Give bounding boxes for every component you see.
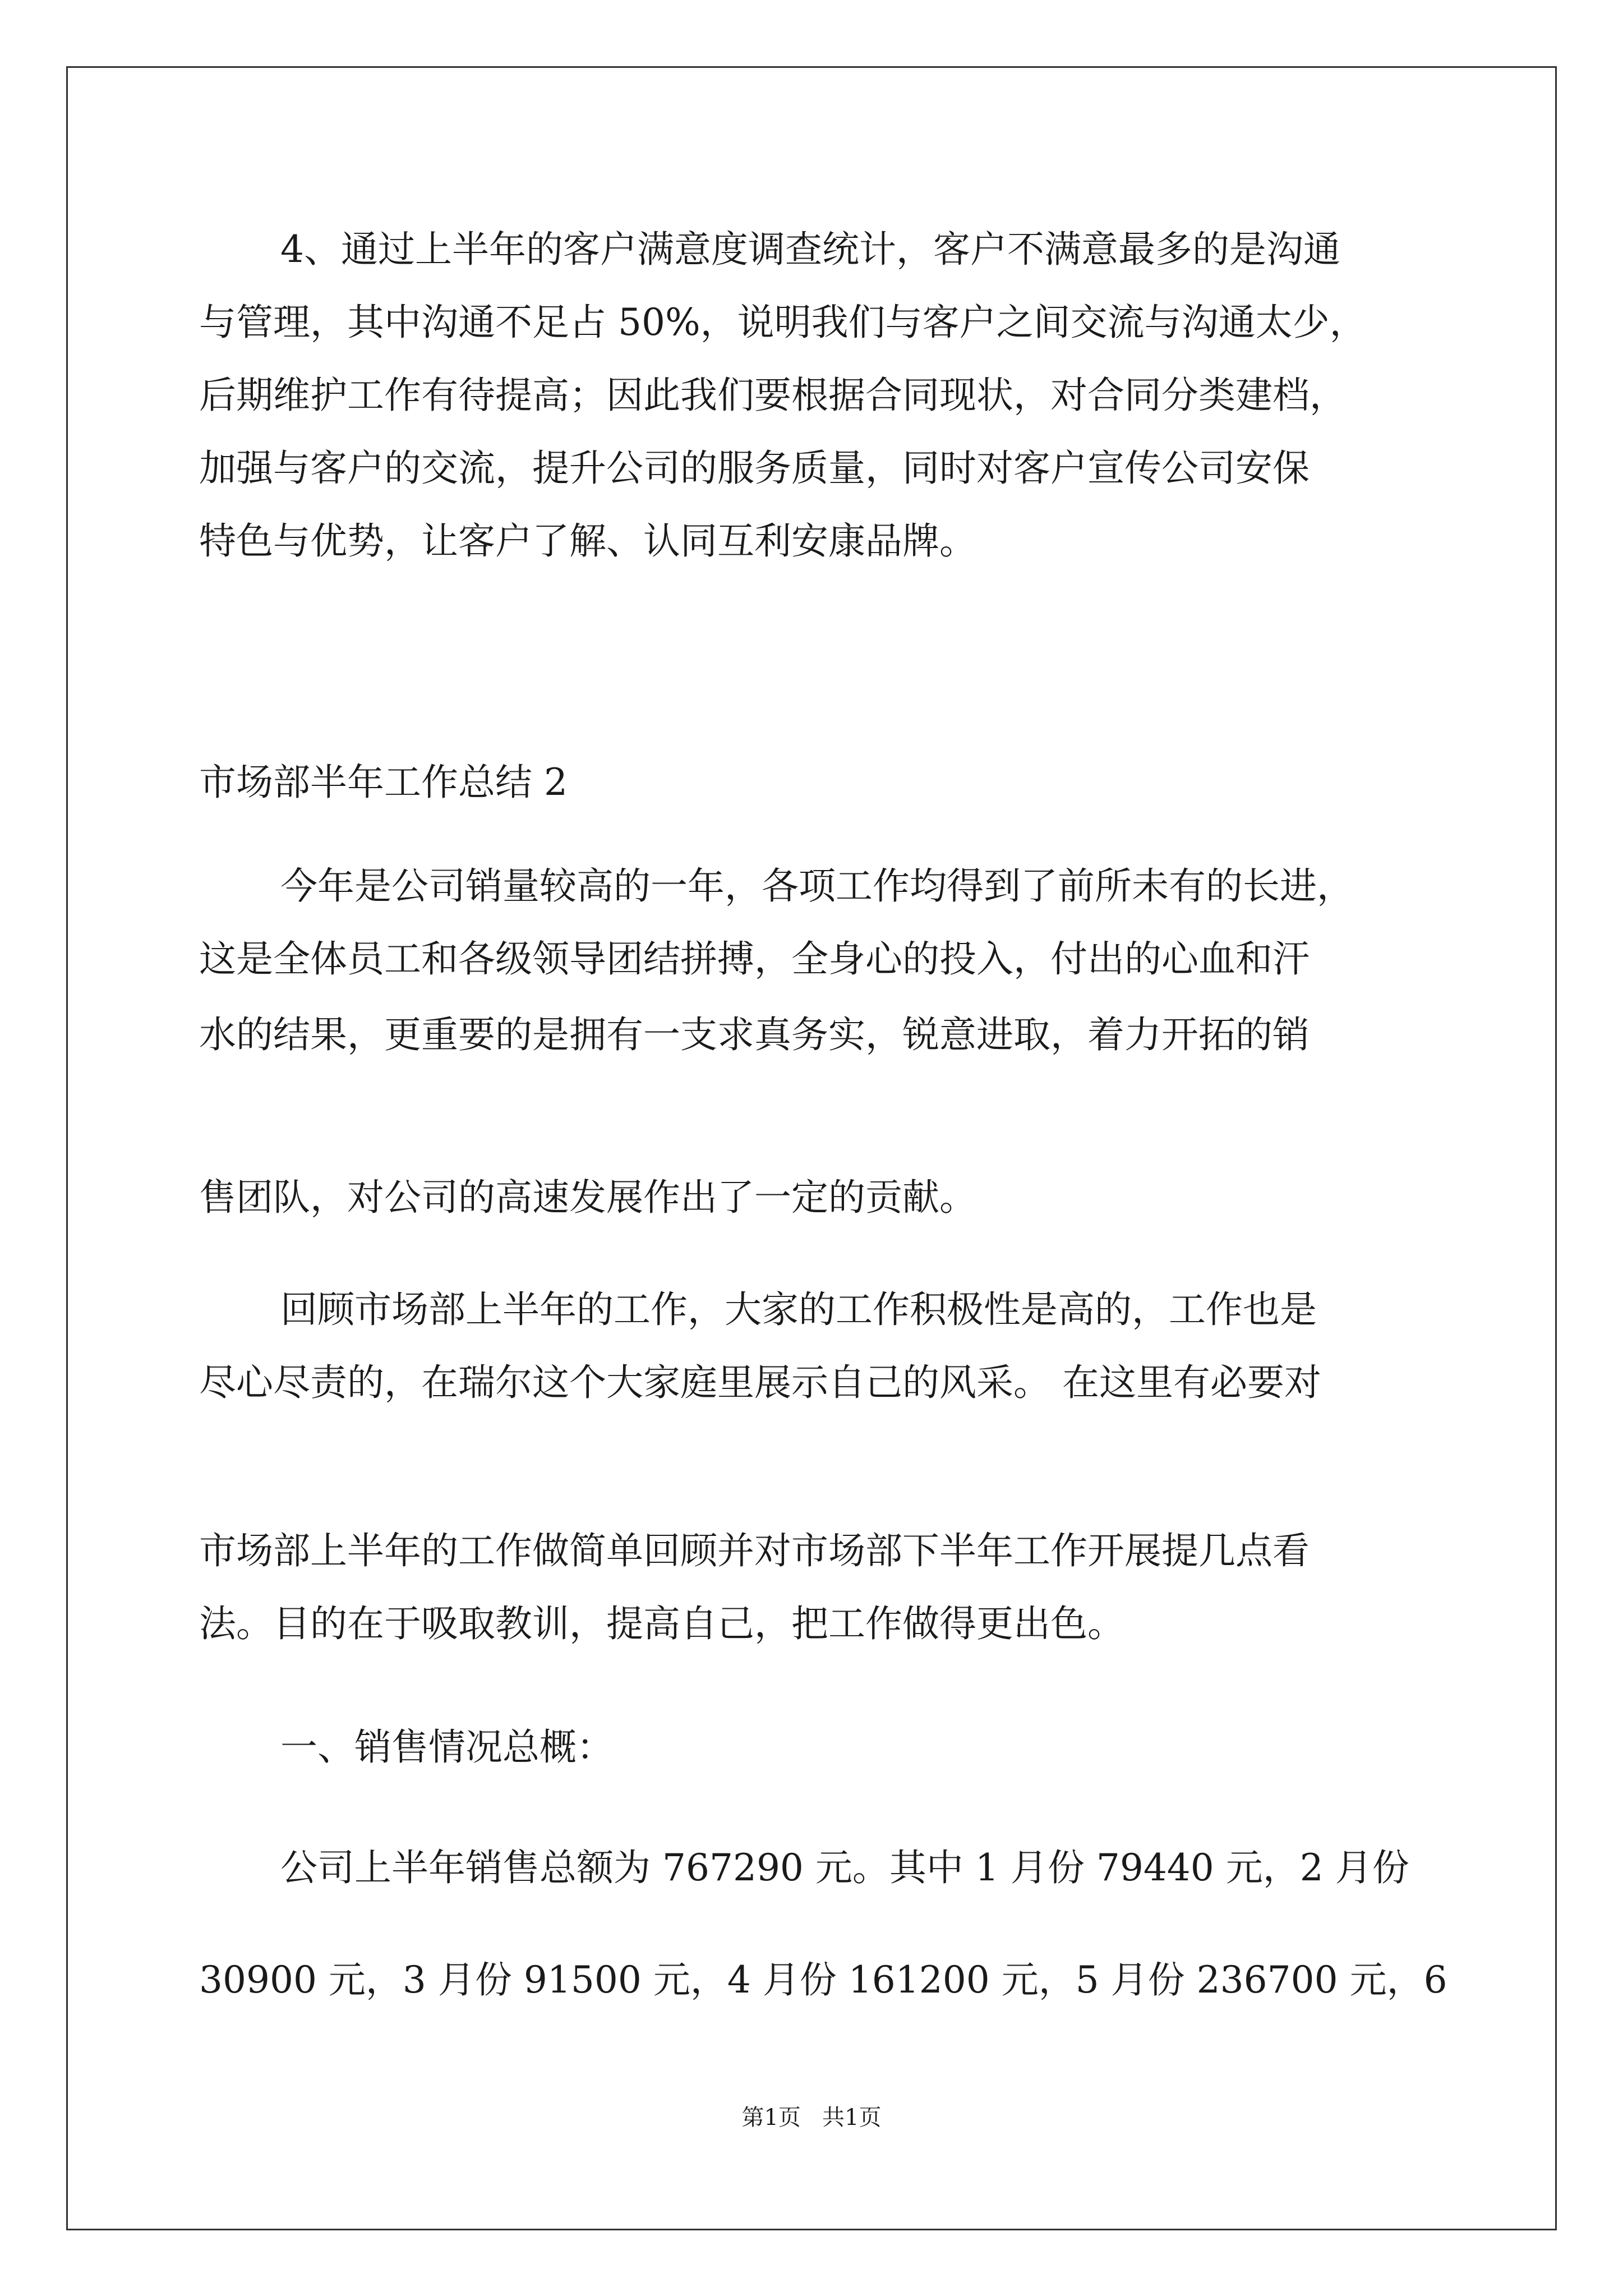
paragraph-line: 4、通过上半年的客户满意度调查统计，客户不满意最多的是沟通: [280, 228, 1340, 271]
subheading: 一、销售情况总概：: [280, 1726, 614, 1769]
section-heading: 市场部半年工作总结 2: [199, 761, 568, 804]
paragraph-line: 与管理，其中沟通不足占 50%，说明我们与客户之间交流与沟通太少，: [199, 301, 1367, 344]
paragraph-line: 这是全体员工和各级领导团结拼搏，全身心的投入，付出的心血和汗: [199, 937, 1310, 981]
paragraph-line: 加强与客户的交流，提升公司的服务质量，同时对客户宣传公司安保: [199, 447, 1310, 490]
paragraph-line: 后期维护工作有待提高；因此我们要根据合同现状，对合同分类建档，: [199, 374, 1347, 417]
paragraph-line: 尽心尽责的，在瑞尔这个大家庭里展示自己的风采。 在这里有必要对: [199, 1361, 1321, 1404]
paragraph-line: 30900 元，3 月份 91500 元，4 月份 161200 元，5 月份 236700 元，6: [199, 1958, 1447, 2001]
paragraph-line: 水的结果，更重要的是拥有一支求真务实，锐意进取，着力开拓的销: [199, 1013, 1310, 1056]
paragraph-line: 市场部上半年的工作做简单回顾并对市场部下半年工作开展提几点看: [199, 1529, 1310, 1572]
paragraph-line: 法。目的在于吸取教训，提高自己，把工作做得更出色。: [199, 1602, 1124, 1645]
paragraph-line: 回顾市场部上半年的工作，大家的工作积极性是高的，工作也是: [280, 1288, 1317, 1331]
paragraph-line: 特色与优势，让客户了解、认同互利安康品牌。: [199, 519, 976, 563]
page-footer: 第1页 共1页: [741, 2105, 882, 2131]
paragraph-line: 售团队，对公司的高速发展作出了一定的贡献。: [199, 1176, 976, 1219]
paragraph-line: 今年是公司销量较高的一年，各项工作均得到了前所未有的长进，: [280, 864, 1354, 908]
paragraph-line: 公司上半年销售总额为 767290 元。其中 1 月份 79440 元，2 月份: [280, 1846, 1409, 1889]
